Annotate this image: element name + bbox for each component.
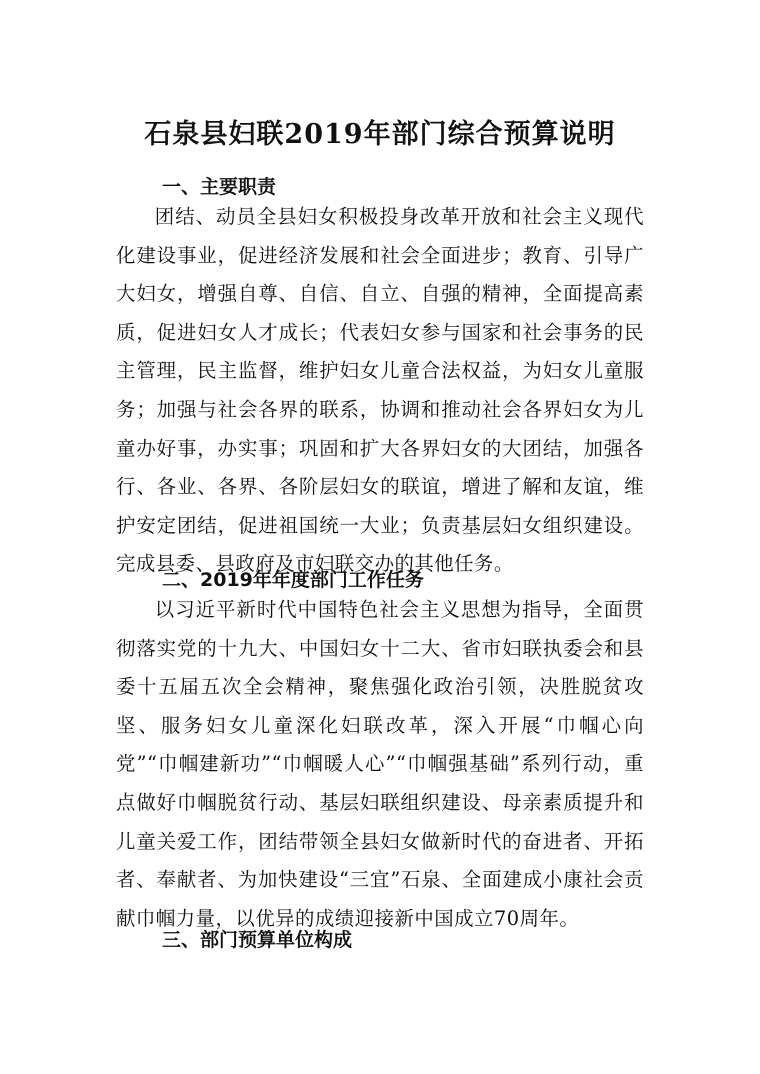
section-heading-duties: 一、主要职责: [162, 176, 277, 198]
section-heading-units: 三、部门预算单位构成: [162, 929, 353, 951]
section-heading-tasks: 二、2019年年度部门工作任务: [162, 569, 424, 591]
document-title: 石泉县妇联2019年部门综合预算说明: [144, 119, 616, 150]
section-body-duties: 团结、动员全县妇女积极投身改革开放和社会主义现代化建设事业，促进经济发展和社会全面进步；教育、引导广大妇女，增强自尊、自信、自立、自强的精神，全面提高素质，促进妇女人才成长；代表妇女参与国家和社会事务的民主管理，民主监督，维护妇女儿童合法权益，为妇女儿童服务；加强与社会各界的联系，协调和推动社会各界妇女为儿童办好事，办实事；巩固和扩大各界妇女的大团结，加强各行、各业、各界、各阶层妇女的联谊，增进了解和友谊，维护安定团结，促进祖国统一大业；负责基层妇女组织建设。完成县委、县政府及市妇联交办的其他任务。: [116, 205, 644, 576]
section-body-tasks: 以习近平新时代中国特色社会主义思想为指导，全面贯彻落实党的十九大、中国妇女十二大、省市妇联执委会和县委十五届五次全会精神，聚焦强化政治引领，决胜脱贫攻坚、服务妇女儿童深化妇联改革，深入开展“巾帼心向党”“巾帼建新功”“巾帼暖人心”“巾帼强基础”系列行动，重点做好巾帼脱贫行动、基层妇联组织建设、母亲素质提升和儿童关爱工作，团结带领全县妇女做新时代的奋进者、开拓者、奉献者、为加快建设“三宜”石泉、全面建成小康社会贡献巾帼力量，以优异的成绩迎接新中国成立70周年。: [116, 598, 644, 930]
